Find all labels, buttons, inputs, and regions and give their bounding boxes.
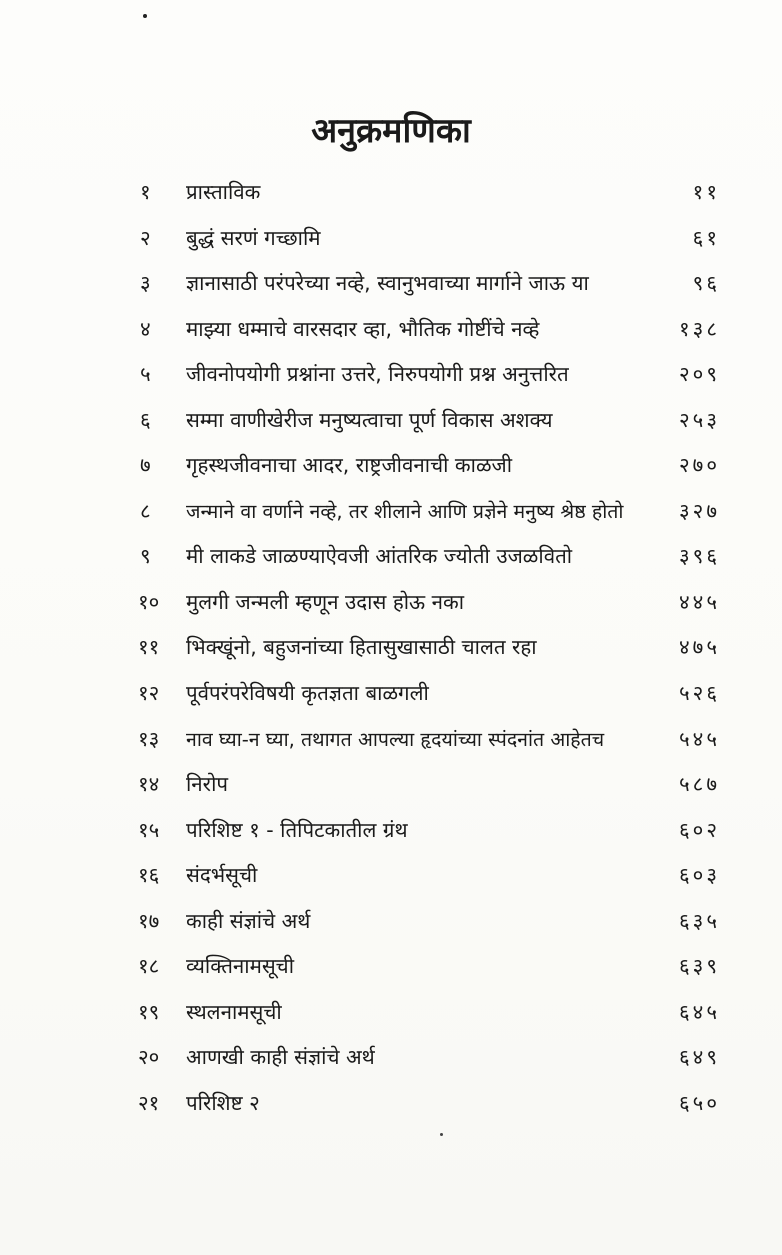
toc-entry <box>140 899 720 945</box>
chapter-number: २१ <box>138 1090 160 1115</box>
toc-entry <box>140 671 720 717</box>
page-number: ६३५ <box>679 908 720 933</box>
page-number: ६०३ <box>679 863 720 888</box>
chapter-number: १५ <box>138 817 160 842</box>
chapter-title: संदर्भसूची <box>186 863 258 888</box>
chapter-title: पूर्वपरंपरेविषयी कृतज्ञता बाळगली <box>186 681 429 706</box>
chapter-title: जन्माने वा वर्णाने नव्हे, तर शीलाने आणि प्रज्ञेने मनुष्य श्रेष्ठ होतो <box>186 499 624 523</box>
toc-entry <box>140 762 720 808</box>
chapter-title: प्रास्ताविक <box>186 180 261 204</box>
chapter-number: ४ <box>140 316 151 341</box>
page-number: ५४५ <box>679 726 720 751</box>
chapter-number: ९ <box>140 544 151 569</box>
chapter-title: काही संज्ञांचे अर्थ <box>186 908 311 933</box>
toc-entry <box>140 580 720 626</box>
chapter-number: ५ <box>140 362 151 387</box>
chapter-number: १० <box>138 589 160 614</box>
page-number: ६०२ <box>679 817 720 842</box>
chapter-title: परिशिष्ट २ <box>186 1090 260 1115</box>
page-number: ११ <box>692 180 720 204</box>
chapter-number: १२ <box>138 681 160 706</box>
page-number: ३९६ <box>679 544 720 569</box>
chapter-title: व्यक्तिनामसूची <box>186 954 295 979</box>
toc-entry <box>140 398 720 444</box>
page-number: ४७५ <box>679 635 720 660</box>
page-number: ६१ <box>692 225 720 250</box>
toc-entry <box>140 717 720 763</box>
chapter-number: १८ <box>138 954 160 979</box>
chapter-number: २ <box>140 225 151 250</box>
page-number: ६३९ <box>679 954 720 979</box>
page-title: अनुक्रमणिका <box>311 111 471 151</box>
page-number: ९६ <box>692 271 720 296</box>
chapter-title: माझ्या धम्माचे वारसदार व्हा, भौतिक गोष्टींचे नव्हे <box>186 316 540 341</box>
chapter-title: नाव घ्या-न घ्या, तथागत आपल्या हृदयांच्या स्पंदनांत आहेतच <box>186 727 605 751</box>
page-number: ५८७ <box>679 772 720 797</box>
toc-entry <box>140 307 720 353</box>
chapter-number: १ <box>140 180 151 204</box>
toc-entry <box>140 261 720 307</box>
page-number: २५३ <box>679 407 720 432</box>
chapter-number: १९ <box>138 999 160 1024</box>
chapter-number: ६ <box>140 407 151 432</box>
toc-entry <box>140 534 720 580</box>
chapter-number: १३ <box>138 726 160 751</box>
page-number: ६४९ <box>679 1045 720 1070</box>
chapter-title: गृहस्थजीवनाचा आदर, राष्ट्रजीवनाची काळजी <box>186 453 513 478</box>
chapter-title: सम्मा वाणीखेरीज मनुष्यत्वाचा पूर्ण विकास अशक्य <box>186 407 553 432</box>
print-speck <box>143 14 147 18</box>
toc-entry <box>140 170 720 216</box>
chapter-number: ८ <box>140 498 151 523</box>
toc-entry <box>140 1035 720 1081</box>
toc-entry <box>140 625 720 671</box>
chapter-number: ११ <box>138 635 160 660</box>
page-number: ४४५ <box>679 589 720 614</box>
toc-entry <box>140 1081 720 1127</box>
print-speck <box>440 1133 443 1136</box>
chapter-title: जीवनोपयोगी प्रश्नांना उत्तरे, निरुपयोगी प्रश्न अनुत्तरित <box>186 362 569 387</box>
page-number: ६४५ <box>679 999 720 1024</box>
toc-entry <box>140 489 720 535</box>
toc-entry <box>140 352 720 398</box>
chapter-title: भिक्खूंनो, बहुजनांच्या हितासुखासाठी चालत रहा <box>186 635 537 660</box>
chapter-number: १६ <box>138 863 160 888</box>
toc-entry <box>140 990 720 1036</box>
table-of-contents <box>140 170 720 1126</box>
chapter-title: निरोप <box>186 772 229 797</box>
chapter-title: मुलगी जन्मली म्हणून उदास होऊ नका <box>186 589 465 614</box>
toc-entry <box>140 808 720 854</box>
chapter-title: मी लाकडे जाळण्याऐवजी आंतरिक ज्योती उजळवितो <box>186 544 573 569</box>
toc-entry <box>140 853 720 899</box>
chapter-title: स्थलनामसूची <box>186 999 282 1024</box>
page-number: ५२६ <box>679 681 720 706</box>
chapter-title: आणखी काही संज्ञांचे अर्थ <box>186 1045 375 1070</box>
toc-entry <box>140 216 720 262</box>
page-number: १३८ <box>679 316 720 341</box>
chapter-number: १४ <box>138 772 160 797</box>
page-number: २०९ <box>679 362 720 387</box>
chapter-number: ७ <box>140 453 151 478</box>
page-number: ३२७ <box>679 498 720 523</box>
chapter-number: १७ <box>138 908 160 933</box>
chapter-title: बुद्धं सरणं गच्छामि <box>186 225 321 250</box>
toc-entry <box>140 944 720 990</box>
chapter-number: २० <box>138 1045 160 1070</box>
chapter-title: ज्ञानासाठी परंपरेच्या नव्हे, स्वानुभवाच्या मार्गाने जाऊ या <box>186 271 589 296</box>
chapter-title: परिशिष्ट १ - तिपिटकातील ग्रंथ <box>186 817 408 842</box>
toc-entry <box>140 443 720 489</box>
chapter-number: ३ <box>140 271 151 296</box>
page-number: २७० <box>679 453 720 478</box>
page-number: ६५० <box>679 1090 720 1115</box>
